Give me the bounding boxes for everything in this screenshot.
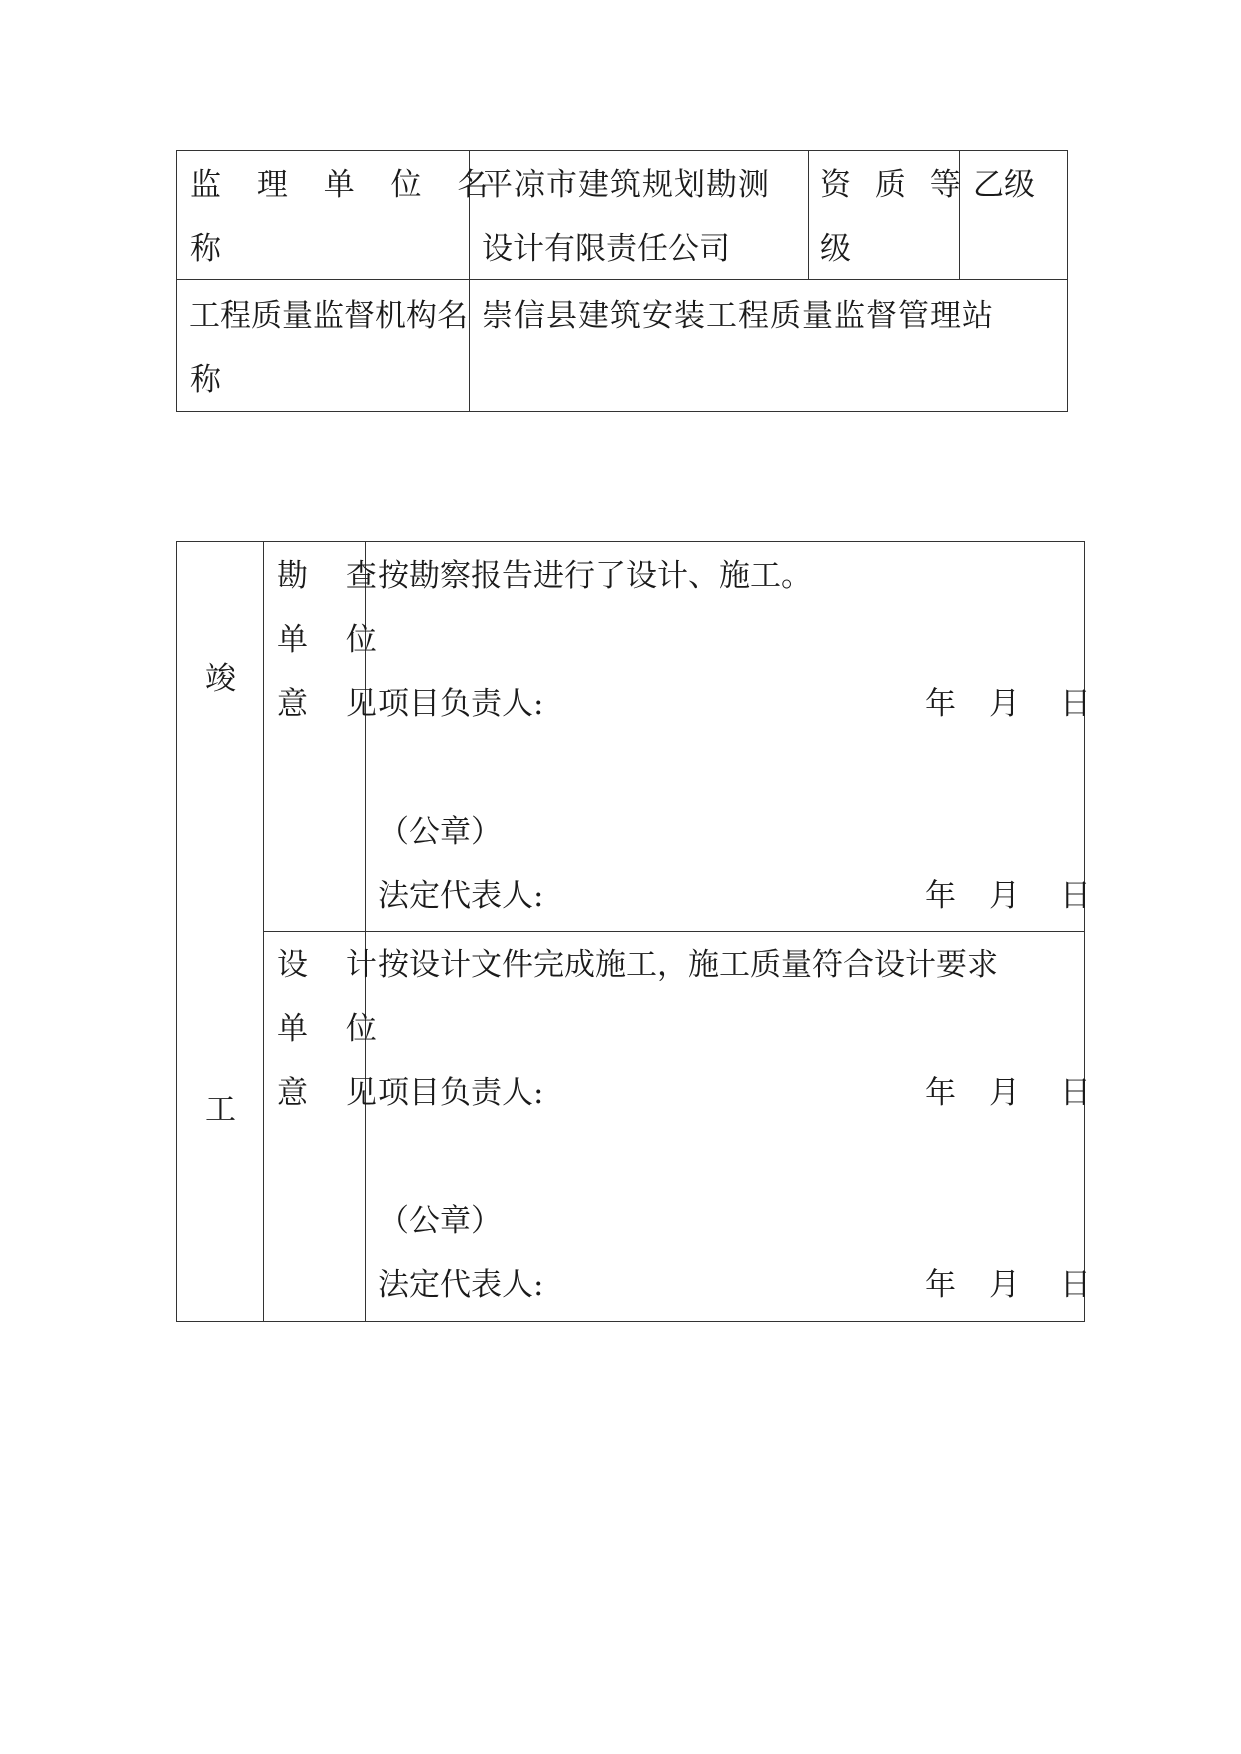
survey-project-lead-label: 项目负责人: bbox=[378, 686, 544, 722]
qualification-label: 资 质 等 bbox=[820, 167, 968, 203]
row-divider bbox=[176, 279, 1068, 280]
date-year: 年 bbox=[925, 1267, 956, 1303]
design-label: 设 计 bbox=[277, 947, 391, 983]
date-year: 年 bbox=[925, 686, 956, 722]
quality-agency-label-cont: 称 bbox=[190, 362, 221, 398]
quality-agency-name: 崇信县建筑安装工程质量监督管理站 bbox=[482, 298, 994, 334]
date-month: 月 bbox=[989, 686, 1020, 722]
supervisor-name: 平凉市建筑规划勘测 bbox=[482, 167, 770, 203]
qualification-label-cont: 级 bbox=[820, 231, 851, 267]
supervisor-label-cont: 称 bbox=[190, 231, 221, 267]
section-label-bottom: 工 bbox=[205, 1092, 236, 1128]
date-month: 月 bbox=[989, 878, 1020, 914]
supervisor-name-cont: 设计有限责任公司 bbox=[482, 231, 730, 267]
design-seal: （公章） bbox=[378, 1203, 502, 1239]
design-legal-rep-label: 法定代表人: bbox=[378, 1267, 544, 1303]
date-day: 日 bbox=[1060, 878, 1091, 914]
date-year: 年 bbox=[925, 1075, 956, 1111]
date-year: 年 bbox=[925, 878, 956, 914]
survey-label: 勘 查 bbox=[277, 558, 391, 594]
qualification-value: 乙级 bbox=[973, 167, 1035, 203]
supervisor-label: 监 理 单 位 名 bbox=[190, 167, 502, 203]
survey-seal: （公章） bbox=[378, 814, 502, 850]
survey-label-cont: 单 位 bbox=[277, 622, 391, 658]
date-day: 日 bbox=[1060, 1267, 1091, 1303]
design-label-cont: 单 位 bbox=[277, 1011, 391, 1047]
date-day: 日 bbox=[1060, 1075, 1091, 1111]
date-month: 月 bbox=[989, 1267, 1020, 1303]
section-label-top: 竣 bbox=[205, 661, 236, 697]
date-day: 日 bbox=[1060, 686, 1091, 722]
date-month: 月 bbox=[989, 1075, 1020, 1111]
survey-legal-rep-label: 法定代表人: bbox=[378, 878, 544, 914]
design-project-lead-label: 项目负责人: bbox=[378, 1075, 544, 1111]
design-label-cont: 意 见 bbox=[277, 1075, 391, 1111]
column-divider bbox=[808, 150, 809, 279]
survey-label-cont: 意 见 bbox=[277, 686, 391, 722]
survey-opinion-text: 按勘察报告进行了设计、施工。 bbox=[378, 558, 812, 594]
design-opinion-text: 按设计文件完成施工，施工质量符合设计要求 bbox=[378, 947, 998, 983]
quality-agency-label: 工程质量监督机构名 bbox=[189, 298, 468, 334]
row-divider bbox=[263, 931, 1085, 932]
